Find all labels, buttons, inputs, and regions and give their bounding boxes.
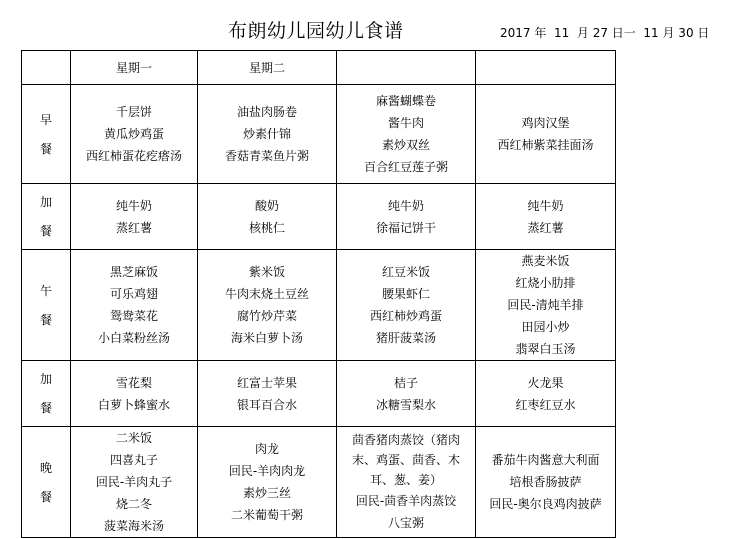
menu-cell	[71, 184, 198, 250]
dish-item: 回民-奥尔良鸡肉披萨	[489, 497, 602, 511]
dish-item: 黑芝麻饭	[109, 265, 158, 279]
meal-label-cell	[22, 184, 71, 250]
menu-cell	[337, 184, 476, 250]
dish-item: 四喜丸子	[109, 453, 158, 467]
menu-cell	[476, 361, 616, 427]
dish-item: 腰果虾仁	[381, 287, 430, 301]
menu-cell	[71, 85, 198, 184]
menu-cell	[337, 427, 476, 538]
menu-cell	[71, 427, 198, 538]
menu-cell	[476, 250, 616, 361]
dish-item: 烧二冬	[115, 497, 152, 511]
dish-item: 蒸红薯	[527, 220, 564, 235]
dish-item: 小白菜粉丝汤	[97, 331, 170, 345]
dish-item: 培根香肠披萨	[509, 475, 582, 489]
dish-item: 紫米饭	[248, 265, 285, 279]
menu-cell	[337, 85, 476, 184]
dish-item: 香菇青菜鱼片粥	[224, 149, 309, 163]
meal-label-cell	[22, 427, 71, 538]
dish-item: 素炒双丝	[381, 138, 430, 152]
dish-item: 核桃仁	[248, 220, 285, 235]
dish-item: 回民-羊肉丸子	[95, 475, 173, 489]
dish-item: 纯牛奶	[387, 198, 424, 213]
dish-item: 鸳鸯菜花	[109, 309, 158, 323]
dish-item: 田园小炒	[521, 320, 570, 334]
dish-item: 回民-清炖羊排	[507, 298, 584, 312]
dish-item: 西红柿蛋花疙瘩汤	[85, 149, 182, 163]
dish-item: 八宝粥	[387, 516, 424, 530]
dish-item: 回民-羊肉肉龙	[228, 464, 306, 478]
meal-label-char: 加	[39, 195, 52, 209]
dish-item: 雪花梨	[115, 375, 152, 390]
table-row	[22, 184, 616, 250]
dish-item: 可乐鸡翅	[109, 287, 158, 301]
dish-item: 黄瓜炒鸡蛋	[103, 127, 164, 141]
corner-cell	[22, 51, 71, 85]
dish-item: 火龙果	[527, 375, 564, 390]
dish-item: 鸡肉汉堡	[521, 116, 570, 130]
dish-item: 翡翠白玉汤	[515, 342, 576, 356]
meal-label-cell	[22, 85, 71, 184]
meal-label-char: 晚	[39, 460, 52, 475]
dish-item: 麻酱蝴蝶卷	[375, 94, 436, 108]
page-title: 布朗幼儿园幼儿食谱	[228, 20, 404, 42]
dish-item: 千层饼	[115, 105, 152, 119]
dish-item: 纯牛奶	[115, 198, 152, 213]
menu-table	[21, 50, 616, 538]
dish-item: 二米饭	[115, 431, 152, 445]
meal-label-char: 餐	[39, 489, 52, 504]
dish-item: 西红柿炒鸡蛋	[369, 309, 442, 323]
date-range: 2017 年 11 月 27 日一 11 月 30 日	[500, 26, 710, 40]
menu-cell	[476, 427, 616, 538]
column-header-3	[337, 51, 476, 85]
dish-item: 白萝卜蜂蜜水	[97, 397, 170, 412]
dish-item: 银耳百合水	[236, 397, 297, 412]
column-header-tuesday: 星期二	[198, 51, 337, 85]
dish-item: 牛肉末烧土豆丝	[224, 287, 309, 301]
dish-item: 菠菜海米汤	[103, 519, 164, 533]
menu-cell	[198, 184, 337, 250]
menu-cell	[476, 85, 616, 184]
dish-item: 纯牛奶	[527, 198, 564, 213]
dish-item: 徐福记饼干	[375, 220, 436, 235]
dish-item: 酱牛肉	[387, 116, 424, 130]
dish-item: 酸奶	[254, 198, 279, 213]
column-header-4	[476, 51, 616, 85]
menu-cell	[198, 250, 337, 361]
table-row	[22, 427, 616, 538]
menu-cell	[198, 85, 337, 184]
menu-cell	[71, 250, 198, 361]
table-row	[22, 250, 616, 361]
dish-item: 肉龙	[254, 442, 279, 456]
meal-label-char: 餐	[39, 401, 52, 415]
meal-label-char: 早	[39, 112, 52, 127]
menu-cell	[337, 361, 476, 427]
dish-item: 红富士苹果	[236, 375, 297, 390]
dish-item: 猪肝菠菜汤	[375, 331, 436, 345]
dish-item: 燕麦米饭	[521, 254, 570, 268]
menu-cell	[337, 250, 476, 361]
dish-item: 素炒三丝	[242, 486, 291, 500]
table-row	[22, 361, 616, 427]
dish-item: 百合红豆莲子粥	[363, 160, 448, 174]
meal-label-cell	[22, 250, 71, 361]
meal-label-char: 午	[39, 283, 52, 298]
dish-item: 腐竹炒芹菜	[236, 309, 297, 323]
meal-label-cell	[22, 361, 71, 427]
dish-item: 桔子	[393, 375, 418, 390]
table-row	[22, 85, 616, 184]
dish-item: 茴香猪肉蒸饺（猪肉末、鸡蛋、茴香、木耳、葱、姜）	[351, 433, 460, 487]
menu-cell	[476, 184, 616, 250]
dish-item: 油盐肉肠卷	[236, 105, 297, 119]
dish-item: 红枣红豆水	[515, 397, 576, 412]
dish-item: 番茄牛肉酱意大利面	[491, 453, 600, 467]
meal-label-char: 餐	[39, 141, 52, 156]
meal-label-char: 加	[39, 372, 52, 386]
menu-cell	[198, 361, 337, 427]
dish-item: 西红柿紫菜挂面汤	[497, 138, 594, 152]
dish-item: 红豆米饭	[381, 265, 430, 279]
dish-item: 二米葡萄干粥	[230, 508, 303, 522]
dish-item: 回民-茴香羊肉蒸饺	[355, 494, 457, 508]
meal-label-char: 餐	[39, 224, 52, 238]
menu-cell	[71, 361, 198, 427]
header-row	[22, 51, 616, 85]
meal-label-char: 餐	[39, 312, 52, 327]
column-header-monday: 星期一	[71, 51, 198, 85]
menu-cell	[198, 427, 337, 538]
dish-item: 蒸红薯	[115, 220, 152, 235]
dish-item: 红烧小肋排	[515, 276, 576, 290]
dish-item: 冰糖雪梨水	[375, 397, 436, 412]
dish-item: 炒素什锦	[242, 127, 291, 141]
dish-item: 海米白萝卜汤	[230, 331, 303, 345]
